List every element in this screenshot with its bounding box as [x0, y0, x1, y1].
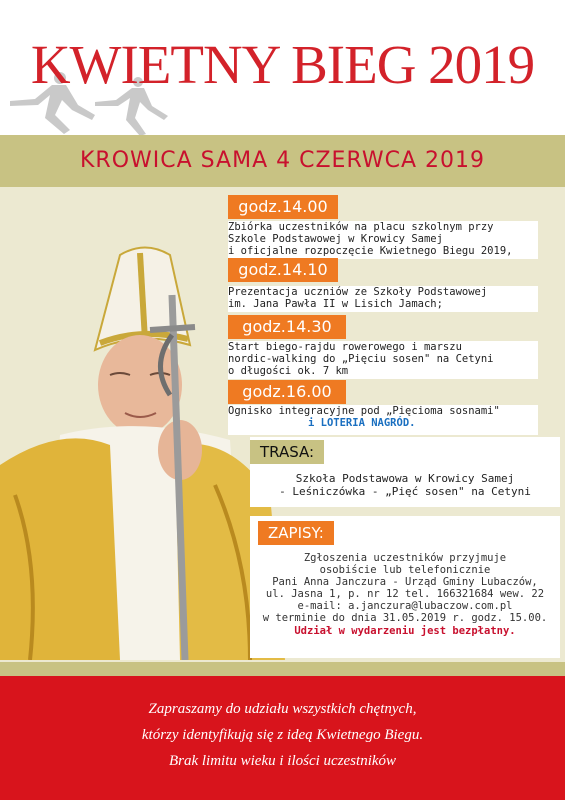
route-line-2: - Leśniczówka - „Pięć sosen" na Cetyni: [279, 485, 531, 498]
footer-line-1: Zapraszamy do udziału wszystkich chętnych,: [148, 701, 417, 717]
lottery-highlight: i LOTERIA NAGRÓD.: [308, 417, 416, 429]
footer-line-3: Brak limitu wieku i ilości uczestników: [168, 753, 397, 769]
schedule-item-1430: Start biego-rajdu rowerowego i marszu nordic-walking do „Pięciu sosen" na Cetyni o długości ok. 7 km: [228, 341, 538, 379]
footer-divider: [0, 662, 565, 676]
registration-details: Zgłoszenia uczestników przyjmuje osobiście lub telefonicznie Pani Anna Janczura - Urząd Gminy Lubaczów, ul. Jasna 1, p. nr 12 tel. 166321684 wew. 22 e-mail: a.janczura@lubaczow.com.pl w terminie do dnia 31.05.2019 r. godz. 15.00.: [262, 552, 548, 624]
schedule-item-1410: Prezentacja uczniów ze Szkoły Podstawowej im. Jana Pawła II w Lisich Jamach;: [228, 286, 538, 312]
route-label: TRASA:: [250, 440, 324, 464]
route-line-1: Szkoła Podstawowa w Krowicy Samej: [295, 472, 515, 485]
schedule-item-1400: Zbiórka uczestników na placu szkolnym przy Szkole Podstawowej w Krowicy Samej i oficjalne rozpoczęcie Kwietnego Biegu 2019,: [228, 221, 538, 259]
schedule-item-1600: [228, 405, 538, 435]
time-badge-1600: godz.16.00: [228, 380, 346, 404]
schedule-item-1600-text: Ognisko integracyjne pod „Pięcioma sosnami": [228, 405, 500, 417]
event-title: KWIETNY BIEG 2019: [30, 34, 535, 95]
footer-invitation: [0, 696, 565, 774]
time-badge-1400: godz.14.00: [228, 195, 338, 219]
footer-line-2: którzy identyfikują się z ideą Kwietnego Biegu.: [141, 727, 424, 743]
event-date-location: KROWICA SAMA 4 CZERWCA 2019: [80, 148, 485, 173]
time-badge-1410: godz.14.10: [228, 258, 338, 282]
free-participation-note: Udział w wydarzeniu jest bezpłatny.: [294, 625, 516, 637]
registration-label: ZAPISY:: [258, 521, 334, 545]
time-badge-1430: godz.14.30: [228, 315, 346, 339]
